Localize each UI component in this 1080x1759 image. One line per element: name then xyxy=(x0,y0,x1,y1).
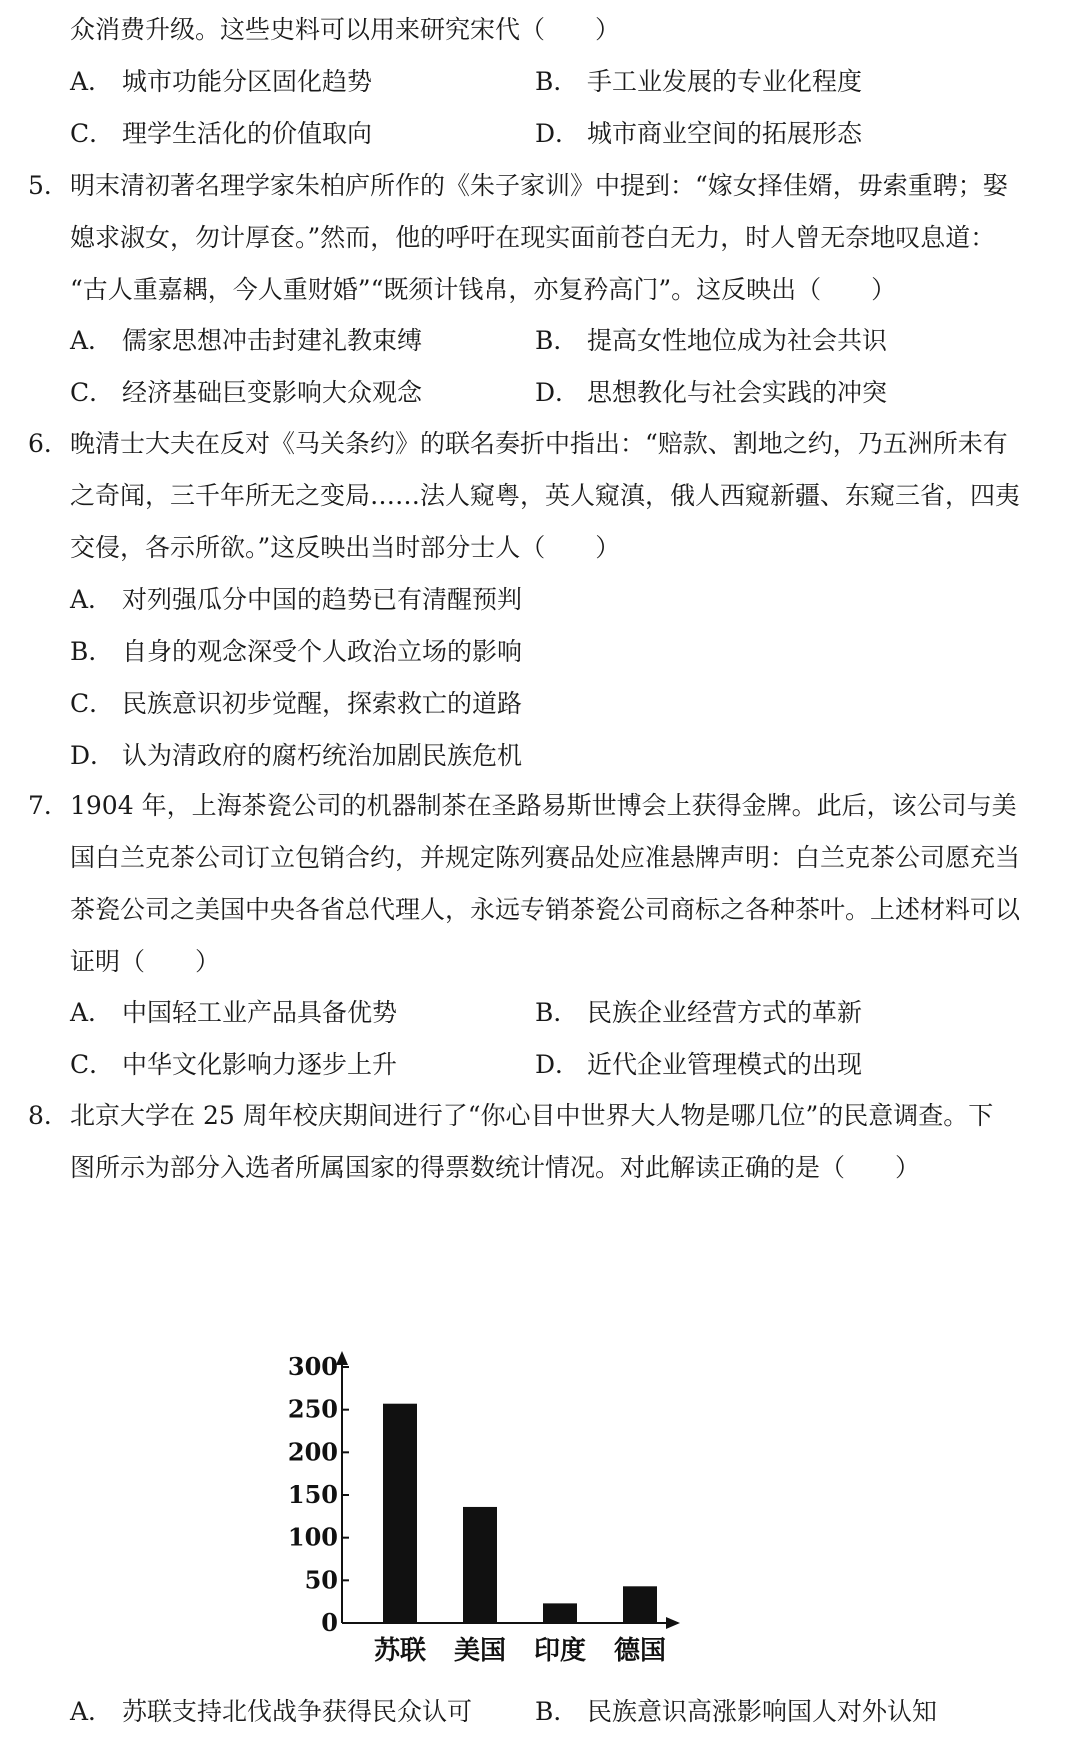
q7-stem-line-2: 国白兰克茶公司订立包销合约，并规定陈列赛品处应准悬牌声明：白兰克茶公司愿充当 xyxy=(70,843,1021,872)
q6-option-d xyxy=(70,740,522,772)
option-text: 经济基础巨变影响大众观念 xyxy=(122,378,423,407)
q5-stem-line-3: “古人重嘉耦，今人重财婚”“既须计钱帛，亦复矜高门”。这反映出（ ） xyxy=(70,275,897,304)
option-key: B． xyxy=(535,326,579,355)
q8-stem-line-2: 图所示为部分入选者所属国家的得票数统计情况。对此解读正确的是（ ） xyxy=(70,1153,921,1182)
y-tick-label: 50 xyxy=(304,1565,338,1595)
option-text: 民族意识高涨影响国人对外认知 xyxy=(587,1697,938,1726)
option-text: 城市商业空间的拓展形态 xyxy=(587,119,863,148)
option-text: 自身的观念深受个人政治立场的影响 xyxy=(122,637,523,666)
x-tick-label: 印度 xyxy=(533,1636,587,1666)
option-text: 理学生活化的价值取向 xyxy=(122,119,373,148)
q5-stem-line-2: 媳求淑女，勿计厚奁。”然而，他的呼吁在现实面前苍白无力，时人曾无奈地叹息道： xyxy=(70,223,996,252)
q6-stem-line-2: 之奇闻，三千年所无之变局……法人窥粤，英人窥滇，俄人西窥新疆、东窥三省，四夷 xyxy=(70,481,1021,510)
q8-stem-line-1: 北京大学在 25 周年校庆期间进行了“你心目中世界大人物是哪几位”的民意调查。下 xyxy=(70,1101,994,1130)
q6-option-b xyxy=(70,636,522,668)
q5-option-b xyxy=(535,325,887,357)
option-key: A． xyxy=(70,67,114,96)
q8-number: 8． xyxy=(28,1101,69,1130)
option-text: 对列强瓜分中国的趋势已有清醒预判 xyxy=(122,585,523,614)
option-key: A． xyxy=(70,998,114,1027)
q7-option-b xyxy=(535,997,862,1029)
x-tick-labels xyxy=(374,1635,666,1666)
x-tick-label: 苏联 xyxy=(373,1636,427,1666)
q6-option-c xyxy=(70,688,522,720)
option-text: 近代企业管理模式的出现 xyxy=(587,1050,863,1079)
option-text: 提高女性地位成为社会共识 xyxy=(587,326,888,355)
option-key: D． xyxy=(535,119,581,148)
x-tick-label: 德国 xyxy=(613,1636,667,1666)
option-text: 城市功能分区固化趋势 xyxy=(122,67,373,96)
option-key: B． xyxy=(535,1697,579,1726)
option-key: C． xyxy=(70,119,115,148)
option-key: C． xyxy=(70,378,115,407)
q5-option-a xyxy=(70,325,422,357)
bar-4 xyxy=(623,1586,657,1623)
q7-stem-line-4: 证明（ ） xyxy=(70,947,221,976)
option-key: D． xyxy=(70,741,116,770)
q6-option-a xyxy=(70,584,522,616)
option-text: 民族企业经营方式的革新 xyxy=(587,998,863,1027)
q4-option-c xyxy=(70,118,372,150)
q6-number: 6． xyxy=(28,429,69,458)
option-key: A． xyxy=(70,1697,114,1726)
y-tick-label: 100 xyxy=(287,1522,338,1552)
bars xyxy=(383,1404,657,1623)
option-key: C． xyxy=(70,1050,115,1079)
y-tick-label: 0 xyxy=(321,1608,338,1637)
option-key: A． xyxy=(70,326,114,355)
vote-count-bar-chart xyxy=(270,1345,790,1670)
q7-option-d xyxy=(535,1049,862,1081)
q8-option-a xyxy=(70,1696,472,1728)
q5-option-c xyxy=(70,377,422,409)
q4-stem-tail: 众消费升级。这些史料可以用来研究宋代（ ） xyxy=(70,15,621,44)
y-tick-label: 300 xyxy=(287,1352,338,1381)
option-text: 民族意识初步觉醒，探索救亡的道路 xyxy=(122,689,523,718)
option-text: 思想教化与社会实践的冲突 xyxy=(587,378,888,407)
option-key: C． xyxy=(70,689,115,718)
q5-number: 5． xyxy=(28,171,69,200)
bar-3 xyxy=(543,1603,577,1623)
option-key: B． xyxy=(70,637,114,666)
q5-option-d xyxy=(535,377,887,409)
bar-2 xyxy=(463,1507,497,1623)
option-key: A． xyxy=(70,585,114,614)
y-tick-label: 200 xyxy=(287,1437,338,1467)
q6-stem-line-3: 交侵，各示所欲。”这反映出当时部分士人（ ） xyxy=(70,533,621,562)
bar-1 xyxy=(383,1404,417,1623)
option-key: B． xyxy=(535,67,579,96)
y-tick-label: 150 xyxy=(287,1480,338,1509)
option-text: 儒家思想冲击封建礼教束缚 xyxy=(122,326,423,355)
x-axis-arrow xyxy=(666,1617,680,1629)
y-tick-label: 250 xyxy=(287,1394,338,1424)
q4-option-b xyxy=(535,66,862,98)
q7-stem-line-1: 1904 年，上海茶瓷公司的机器制茶在圣路易斯世博会上获得金牌。此后，该公司与美 xyxy=(70,791,1017,820)
x-tick-label: 美国 xyxy=(453,1636,507,1666)
q7-option-c xyxy=(70,1049,397,1081)
y-axis xyxy=(288,1351,349,1637)
q4-option-d xyxy=(535,118,862,150)
option-key: B． xyxy=(535,998,579,1027)
q6-stem-line-1: 晚清士大夫在反对《马关条约》的联名奏折中指出：“赔款、割地之约，乃五洲所未有 xyxy=(70,429,1008,458)
q8-option-b xyxy=(535,1696,937,1728)
option-text: 认为清政府的腐朽统治加剧民族危机 xyxy=(122,741,523,770)
option-key: D． xyxy=(535,378,581,407)
q7-option-a xyxy=(70,997,397,1029)
q7-number: 7． xyxy=(28,791,69,820)
q5-stem-line-1: 明末清初著名理学家朱柏庐所作的《朱子家训》中提到：“嫁女择佳婿，毋索重聘；娶 xyxy=(70,171,1008,200)
option-text: 中华文化影响力逐步上升 xyxy=(122,1050,398,1079)
option-text: 中国轻工业产品具备优势 xyxy=(122,998,398,1027)
q7-stem-line-3: 茶瓷公司之美国中央各省总代理人，永远专销茶瓷公司商标之各种茶叶。上述材料可以 xyxy=(70,895,1021,924)
q4-option-a xyxy=(70,66,372,98)
option-text: 苏联支持北伐战争获得民众认可 xyxy=(122,1697,473,1726)
option-text: 手工业发展的专业化程度 xyxy=(587,67,863,96)
option-key: D． xyxy=(535,1050,581,1079)
